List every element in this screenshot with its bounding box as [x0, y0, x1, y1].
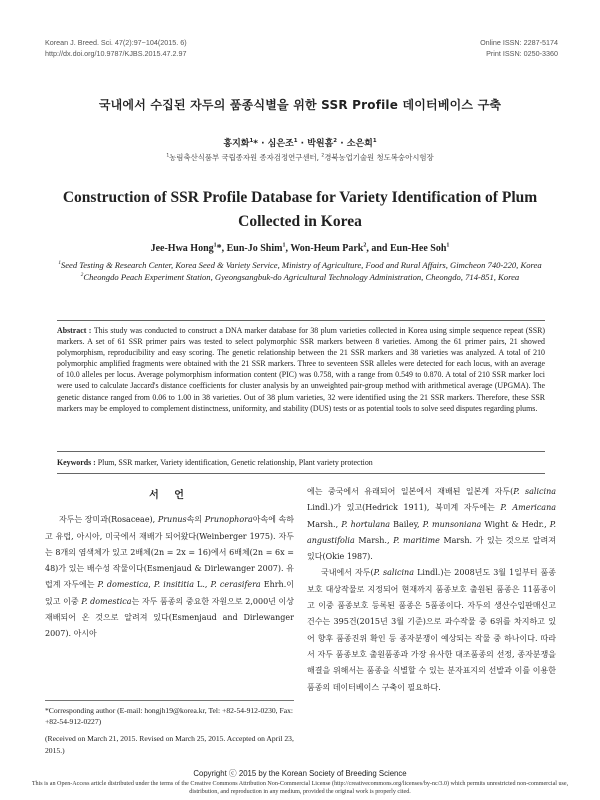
- author-en-4: Eun-Hee Soh: [390, 243, 447, 254]
- author-ko-1: 홍지화: [223, 139, 250, 149]
- right-column: [307, 484, 556, 696]
- print-issn: Print ISSN: 0250-3360: [486, 49, 558, 58]
- issn-header: [480, 37, 558, 59]
- affiliation-en-1-line: [40, 260, 560, 272]
- author-en-3: Won-Heum Park: [290, 243, 364, 254]
- affiliation-ko-1: 농림축산식품부 국립종자원 종자검정연구센터,: [169, 153, 322, 162]
- left-column: [45, 484, 294, 643]
- affiliation-en-2: Cheongdo Peach Experiment Station, Gyeongsangbuk-do Agricultural Technology Administration, Cheongdo, 714-851, Korea: [83, 271, 520, 282]
- species-name: P. Americana: [500, 503, 556, 513]
- abstract-text: This study was conducted to construct a DNA marker database for 38 plum varieties collected in Korea using simple sequence repeat (SSR) markers. A set of 61 SSR primer pairs was tested to select polymorphic SSR markers between 8 varieties. Among the 61 primer pairs, 21 showed polymorphism, reproducibility and easy scoring. The genetic relationship between the 21 SSR markers and 38 varieties was analyzed. A total of 210 polymorphic amplified fragments were obtained with the 21 SSR markers. Three to seventeen SSR alleles were detected for each locus, with an average of 10.0 alleles per locus. Average polymorphism information content (PIC) was 0.758, with a range from 0.549 to 0.870. A total of 210 SSR marker loci were used to calculate Jaccard's distance coefficients for cluster analysis by an unweighted pair-group method with arithmetical average (UPGMA). The genetic distance ranged from 0.06 to 1.00 in 38 varieties. Out of 38 plum varieties, 32 were identified using the 21 SSR markers. Therefore, these SSR markers may be employed to complement distinctness, uniformity, and stability (DUS) tests or as potential tools to solve seed disputes regarding plums.: [57, 326, 546, 413]
- journal-header: [45, 37, 187, 59]
- affiliation-ko-2: 경북농업기술원 청도복숭아시험장: [324, 153, 434, 162]
- keywords-label: Keywords :: [57, 458, 98, 467]
- license-notice: This is an Open-Access article distributed under the terms of the Creative Commons Attribution Non-Commercial License (http://creativecommons.org/licenses/by-nc/3.0) which permits unrestricted non-commercial use, distribution, and reproduction in any medium, provided the original work is properly cited.: [31, 781, 569, 795]
- section-title-introduction: 서 언: [149, 490, 190, 501]
- author-separator: ,: [285, 243, 291, 254]
- species-name: P. domestica: [97, 580, 149, 590]
- english-authors: [0, 243, 600, 254]
- author-ko-4-sup: 1: [372, 138, 377, 144]
- species-name: P. salicina: [373, 568, 414, 578]
- author-en-1-sup: 1: [213, 242, 217, 249]
- affiliation-sup: 2: [80, 271, 84, 278]
- text-run: 는 자두 품종의 중요한 자원으로 2,000년 이상 재배되어 온 것으로 알려져 있다(Esmenjaud and Dirlewanger 2007). 아시아: [45, 596, 295, 639]
- text-run: 아속에 속하고 유럽, 아시아, 미국에서 재배가 되어왔다(Weinberger 1975). 자두는 8개의 염색체가 있고 2배체(2n = 2x = 16)에서 6배체(2n = 6x = 48)가 있는 배수성 작물이다(Esmenjaud & Dirlewanger 2007). 유럽계 자두에는: [45, 515, 294, 590]
- text-run: 에는 중국에서 유래되어 일본에서 재배된 일본계 자두(: [307, 487, 514, 496]
- species-name: P. hortulana: [341, 519, 391, 529]
- doi-link[interactable]: http://dx.doi.org/10.9787/KJBS.2015.47.2.97: [45, 49, 187, 58]
- author-en-2: Eun-Jo Shim: [226, 243, 283, 254]
- corresponding-author-note: *Corresponding author (E-mail: hongjh19@korea.kr, Tel: +82-54-912-0230, Fax: +82-54-912-0227): [45, 706, 293, 727]
- genus-name: Prunus: [157, 515, 187, 525]
- author-ko-3: 박원흠: [307, 139, 334, 149]
- species-name: P. maritime: [393, 535, 440, 545]
- text-run: Bailey,: [390, 519, 423, 529]
- abstract-label: Abstract :: [57, 326, 94, 335]
- author-ko-1-sup: 1: [249, 138, 254, 144]
- affiliation-sup: 1: [166, 153, 170, 159]
- text-run: ,: [148, 580, 154, 590]
- korean-title: 국내에서 수집된 자두의 품종식별을 위한 SSR Profile 데이터베이스 구축: [98, 98, 502, 112]
- corresponding-mark: *: [216, 243, 222, 254]
- text-run: 자두는 장미과(Rosaceae),: [59, 515, 158, 525]
- english-affiliations: [40, 260, 560, 283]
- text-run: L.,: [193, 580, 211, 590]
- abstract-bottom-divider: [57, 451, 545, 452]
- subgenus-name: Prunophora: [204, 515, 253, 525]
- korean-authors: [0, 136, 600, 149]
- keywords-text: Plum, SSR marker, Variety identification, Genetic relationship, Plant variety protection: [97, 458, 373, 467]
- author-en-1: Jee-Hwa Hong: [150, 243, 214, 254]
- copyright-notice: Copyright ⓒ 2015 by the Korean Society of Breeding Science: [193, 769, 407, 778]
- intro-paragraph-1: [45, 512, 294, 642]
- species-name: P. insititia: [153, 580, 194, 590]
- footnote-divider: [45, 700, 294, 701]
- species-name: P. domestica: [81, 596, 132, 606]
- english-title: Construction of SSR Profile Database for Variety Identification of Plum Collected in Korea: [62, 189, 538, 230]
- author-ko-3-sup: 2: [333, 138, 338, 144]
- author-en-3-sup: 2: [363, 242, 367, 249]
- author-ko-2-sup: 1: [293, 138, 298, 144]
- affiliation-en-1: Seed Testing & Research Center, Korea Seed & Variety Service, Ministry of Agriculture, Food and Rural Affairs, Gimcheon 740-220, Korea: [60, 260, 542, 270]
- text-run: Ehrh.이 있고 이중: [45, 580, 294, 606]
- species-name: P. munsoniana: [422, 519, 482, 529]
- footnote: [45, 700, 294, 756]
- author-ko-2: 심은조: [267, 139, 294, 149]
- keywords-divider: [57, 473, 545, 474]
- author-separator: ·: [337, 139, 347, 149]
- species-name: P. angustifolia: [307, 519, 557, 545]
- corresponding-mark: *: [253, 139, 258, 149]
- keywords: [57, 457, 545, 468]
- text-run: Marsh.,: [307, 519, 342, 529]
- text-run: Marsh.,: [354, 535, 394, 545]
- affiliation-sup: 1: [58, 260, 61, 267]
- author-separator: ,: [221, 243, 227, 254]
- text-run: 국내에서 자두(: [321, 568, 374, 578]
- author-en-4-sup: 1: [446, 242, 450, 249]
- author-en-2-sup: 1: [282, 242, 286, 249]
- affiliation-en-2-line: [40, 272, 560, 284]
- abstract: [57, 325, 545, 414]
- text-run: Lindl.)는 2008년도 3월 1일부터 품종보호 대상작물로 지정되어 현재까지 품종보호 출원된 품종은 11품종이고 이중 품종보호 등록된 품종은 5품종이다. 자두의 생산수입판매신고 건수는 395건(2015년 3월 기준)으로 과수작물 중 6위를 차지하고 있어 향후 품종진위 확인 등 종자분쟁이 예상되는 작물 중 하나이다. 따라서 자두 품종보호 출원품종과 가장 유사한 대조품종의 선정, 종자분쟁을 해결을 위해서는 품종을 식별할 수 있는 분자표지의 선발과 이를 이용한 품종의 데이터베이스 구축이 필요하다.: [307, 568, 556, 692]
- text-run: Wight & Hedr.,: [481, 519, 550, 529]
- online-issn: Online ISSN: 2287-5174: [480, 38, 558, 47]
- text-run: Marsh. 가 있는 것으로 알려져 있다(Okie 1987).: [307, 535, 556, 562]
- author-separator: , and: [366, 243, 390, 254]
- received-dates: (Received on March 21, 2015. Revised on March 25, 2015. Accepted on April 23, 2015.): [45, 734, 294, 755]
- author-separator: ·: [257, 139, 268, 149]
- intro-paragraph-1-cont: [307, 484, 556, 565]
- text-run: Lindl.)가 있고(Hedrick 1911), 북미계 자두에는: [307, 503, 501, 513]
- intro-paragraph-2: [307, 565, 556, 695]
- author-separator: ·: [297, 139, 308, 149]
- species-name: P. cerasifera: [210, 580, 261, 590]
- text-run: 속의: [186, 515, 205, 525]
- author-ko-4: 소은희: [346, 139, 373, 149]
- species-name: P. salicina: [513, 487, 556, 496]
- abstract-top-divider: [57, 320, 545, 321]
- affiliation-sup: 2: [321, 153, 325, 159]
- journal-citation: Korean J. Breed. Sci. 47(2):97~104(2015. 6): [45, 38, 187, 47]
- korean-affiliations: [0, 152, 600, 163]
